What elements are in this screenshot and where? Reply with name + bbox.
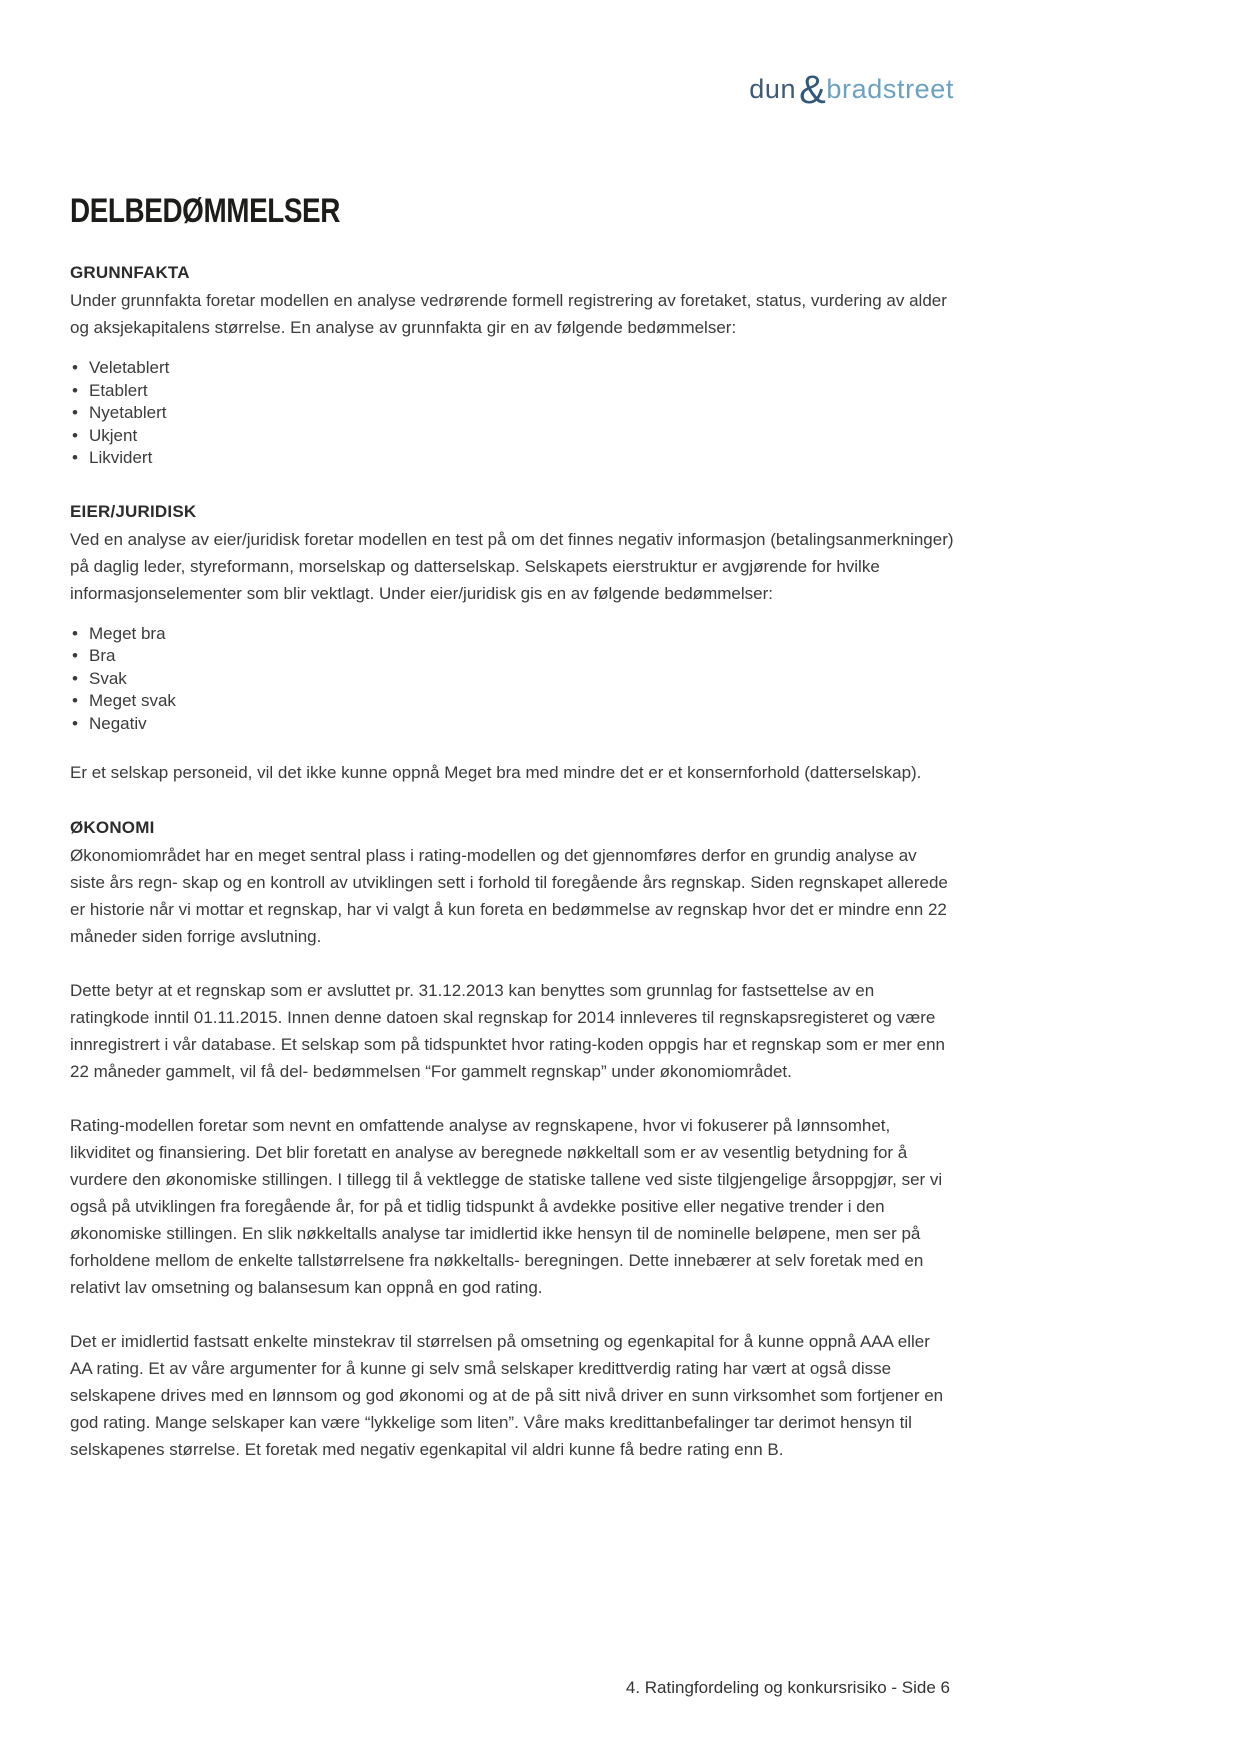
note-paragraph: Er et selskap personeid, vil det ikke kunne oppnå Meget bra med mindre det er et konsernforhold (datterselskap). (70, 763, 922, 782)
logo-bradstreet-text: bradstreet (826, 74, 954, 104)
section-okonomi (70, 818, 954, 1463)
page-content (70, 0, 954, 1463)
dun-bradstreet-logo (70, 68, 954, 114)
bullet-list-eier-juridisk (70, 623, 954, 736)
bullet-item: • Negativ (70, 713, 954, 736)
bullet-item: • Nyetablert (70, 402, 954, 425)
bullet-item: • Likvidert (70, 447, 954, 470)
page-title: DELBEDØMMELSER (70, 192, 340, 230)
bullet-list-grunnfakta (70, 357, 954, 470)
bullet-item: • Etablert (70, 380, 954, 403)
paragraph: Økonomiområdet har en meget sentral plass i rating-modellen og det gjennomføres derfor en grundig analyse av siste års regn- skap og en kontroll av utviklingen sett i forhold til foregående års regnskap. Siden regnskapet allerede er historie når vi mottar et regnskap, har vi valgt å kun foreta en bedømmelse av regnskap hvor det er mindre enn 22 måneder siden forrige avslutning. (70, 846, 948, 946)
bullet-item: • Bra (70, 645, 954, 668)
bullet-item: • Svak (70, 668, 954, 691)
bullet-item: • Ukjent (70, 425, 954, 448)
logo-wordmark (749, 68, 954, 112)
bullet-item: • Meget svak (70, 690, 954, 713)
section-eier-juridisk (70, 502, 954, 787)
bullet-item: • Meget bra (70, 623, 954, 646)
paragraph: Under grunnfakta foretar modellen en analyse vedrørende formell registrering av foretaket, status, vurdering av alder og aksjekapitalens størrelse. En analyse av grunnfakta gir en av følgende bedømmelser: (70, 291, 947, 337)
section-heading-grunnfakta: GRUNNFAKTA (70, 263, 190, 282)
paragraph: Rating-modellen foretar som nevnt en omfattende analyse av regnskapene, hvor vi fokuserer på lønnsomhet, likviditet og finansiering. Det blir foretatt en analyse av beregnede nøkkeltall som er av vesentlig betydning for å vurdere den økonomiske stillingen. I tillegg til å vektlegge de statiske tallene ved siste tilgjengelige årsoppgjør, ser vi også på utviklingen fra foregående år, for på et tidlig tidspunkt å avdekke positive eller negative trender i den økonomiske stillingen. En slik nøkkeltalls analyse tar imidlertid ikke hensyn til de nominelle beløpene, men ser på forholdene mellom de enkelte tallstørrelsene fra nøkkeltalls- beregningen. Dette innebærer at selv foretak med en relativt lav omsetning og balansesum kan oppnå en god rating. (70, 1116, 943, 1297)
section-heading-okonomi: ØKONOMI (70, 818, 155, 837)
ampersand-icon: & (799, 68, 827, 112)
paragraph: Det er imidlertid fastsatt enkelte minstekrav til størrelsen på omsetning og egenkapital for å kunne oppnå AAA eller AA rating. Et av våre argumenter for å kunne gi selv små selskaper kredittverdig rating har vært at også disse selskapene drives med en lønnsom og god økonomi og at de på sitt nivå driver en sunn virksomhet som fortjener en god rating. Mange selskaper kan være “lykkelige som liten”. Våre maks kredittanbefalinger tar derimot hensyn til selskapenes størrelse. Et foretak med negativ egenkapital vil aldri kunne få bedre rating enn B. (70, 1332, 944, 1459)
bullet-item: • Veletablert (70, 357, 954, 380)
section-grunnfakta (70, 263, 954, 470)
logo-dun-text: dun (749, 74, 797, 104)
section-heading-eier-juridisk: EIER/JURIDISK (70, 501, 197, 521)
footer-page-label: 4. Ratingfordeling og konkursrisiko - Side 6 (625, 1678, 950, 1697)
paragraph: Dette betyr at et regnskap som er avsluttet pr. 31.12.2013 kan benyttes som grunnlag for fastsettelse av en ratingkode inntil 01.11.2015. Innen denne datoen skal regnskap for 2014 innleveres til regnskapsregisteret og være innregistrert i vår database. Et selskap som på tidspunktet hvor rating-koden oppgis har et regnskap som er mer enn 22 måneder gammelt, vil få del- bedømmelsen “For gammelt regnskap” under økonomiområdet. (70, 981, 946, 1081)
paragraph: Ved en analyse av eier/juridisk foretar modellen en test på om det finnes negativ informasjon (betalingsanmerkninger) på daglig leder, styreformann, morselskap og datterselskap. Selskapets eierstruktur er avgjørende for hvilke informasjonselementer som blir vektlagt. Under eier/juridisk gis en av følgende bedømmelser: (70, 529, 954, 603)
